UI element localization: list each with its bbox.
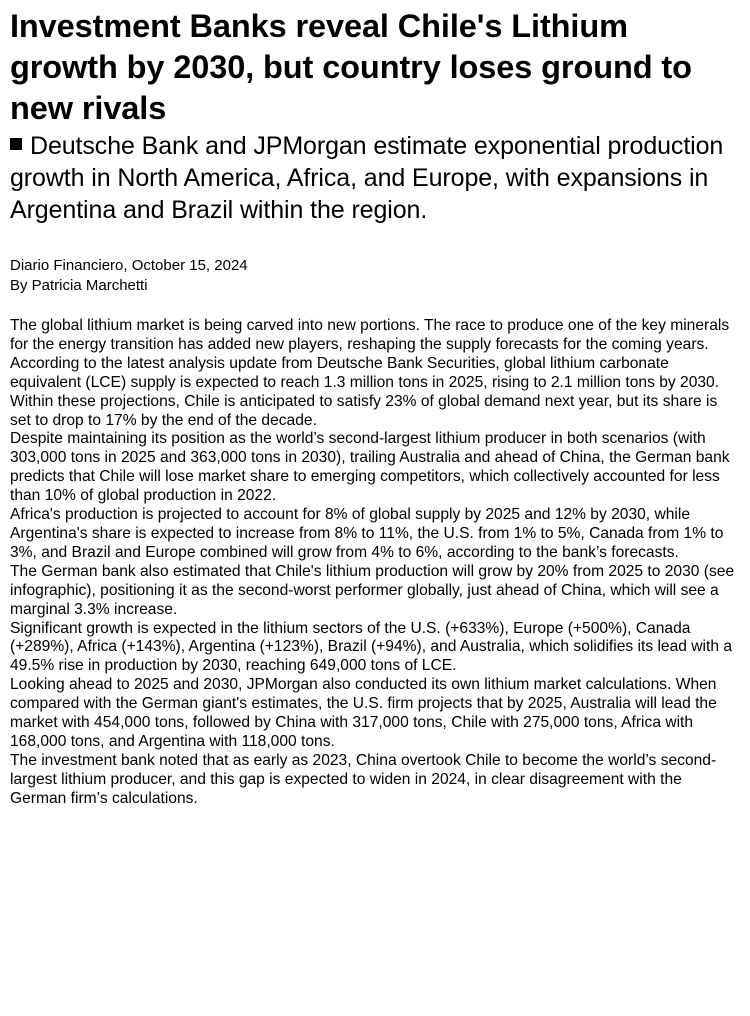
byline: By Patricia Marchetti <box>10 277 148 294</box>
article-meta <box>10 256 740 296</box>
body-paragraph: Looking ahead to 2025 and 2030, JPMorgan also conducted its own lithium market calculations. When compared with the German giant's estimates, the U.S. firm projects that by 2025, Australia will lead the market with 454,000 tons, followed by China with 317,000 tons, Chile with 275,000 tons, Africa with 168,000 tons, and Argentina with 118,000 tons. <box>10 676 717 750</box>
square-bullet-icon <box>10 138 22 150</box>
headline: Investment Banks reveal Chile's Lithium growth by 2030, but country loses ground to new rivals <box>10 8 692 126</box>
subheadline-text: Deutsche Bank and JPMorgan estimate exponential production growth in North America, Africa, and Europe, with expansions in Argentina and Brazil within the region. <box>10 132 724 224</box>
body-paragraph: The investment bank noted that as early as 2023, China overtook Chile to become the world’s second-largest lithium producer, and this gap is expected to widen in 2024, in clear disagreement with the German firm’s calculations. <box>10 751 717 807</box>
body-paragraph: According to the latest analysis update from Deutsche Bank Securities, global lithium carbonate equivalent (LCE) supply is expected to reach 1.3 million tons in 2025, rising to 2.1 million tons by 2030. Within these projections, Chile is anticipated to satisfy 23% of global demand next year, but its share is set to drop to 17% by the end of the decade. <box>10 354 720 429</box>
body-paragraph: The German bank also estimated that Chile's lithium production will grow by 20% from 2025 to 2030 (see infographic), positioning it as the second-worst performer globally, just ahead of China, which will see a marginal 3.3% increase. <box>10 562 735 618</box>
subheadline <box>10 130 740 226</box>
body-paragraph: The global lithium market is being carved into new portions. The race to produce one of the key minerals for the energy transition has added new players, reshaping the supply forecasts for the coming years. <box>10 317 730 353</box>
body-paragraph: Africa's production is projected to account for 8% of global supply by 2025 and 12% by 2030, while Argentina's share is expected to increase from 8% to 11%, the U.S. from 1% to 5%, Canada from 1% to 3%, and Brazil and Europe combined will grow from 4% to 6%, according to the bank’s forecasts. <box>10 506 724 561</box>
body-paragraph: Significant growth is expected in the lithium sectors of the U.S. (+633%), Europe (+500%), Canada (+289%), Africa (+143%), Argentina (+123%), Brazil (+94%), and Australia, which solidifies its lead with a 49.5% rise in production by 2030, reaching 649,000 tons of LCE. <box>10 619 733 675</box>
article-body <box>10 317 740 809</box>
body-paragraph: Despite maintaining its position as the world’s second-largest lithium producer in both scenarios (with 303,000 tons in 2025 and 363,000 tons in 2030), trailing Australia and ahead of China, the German bank predicts that Chile will lose market share to emerging competitors, which collectively accounted for less than 10% of global production in 2022. <box>10 430 730 505</box>
source-dateline: Diario Financiero, October 15, 2024 <box>10 257 248 274</box>
